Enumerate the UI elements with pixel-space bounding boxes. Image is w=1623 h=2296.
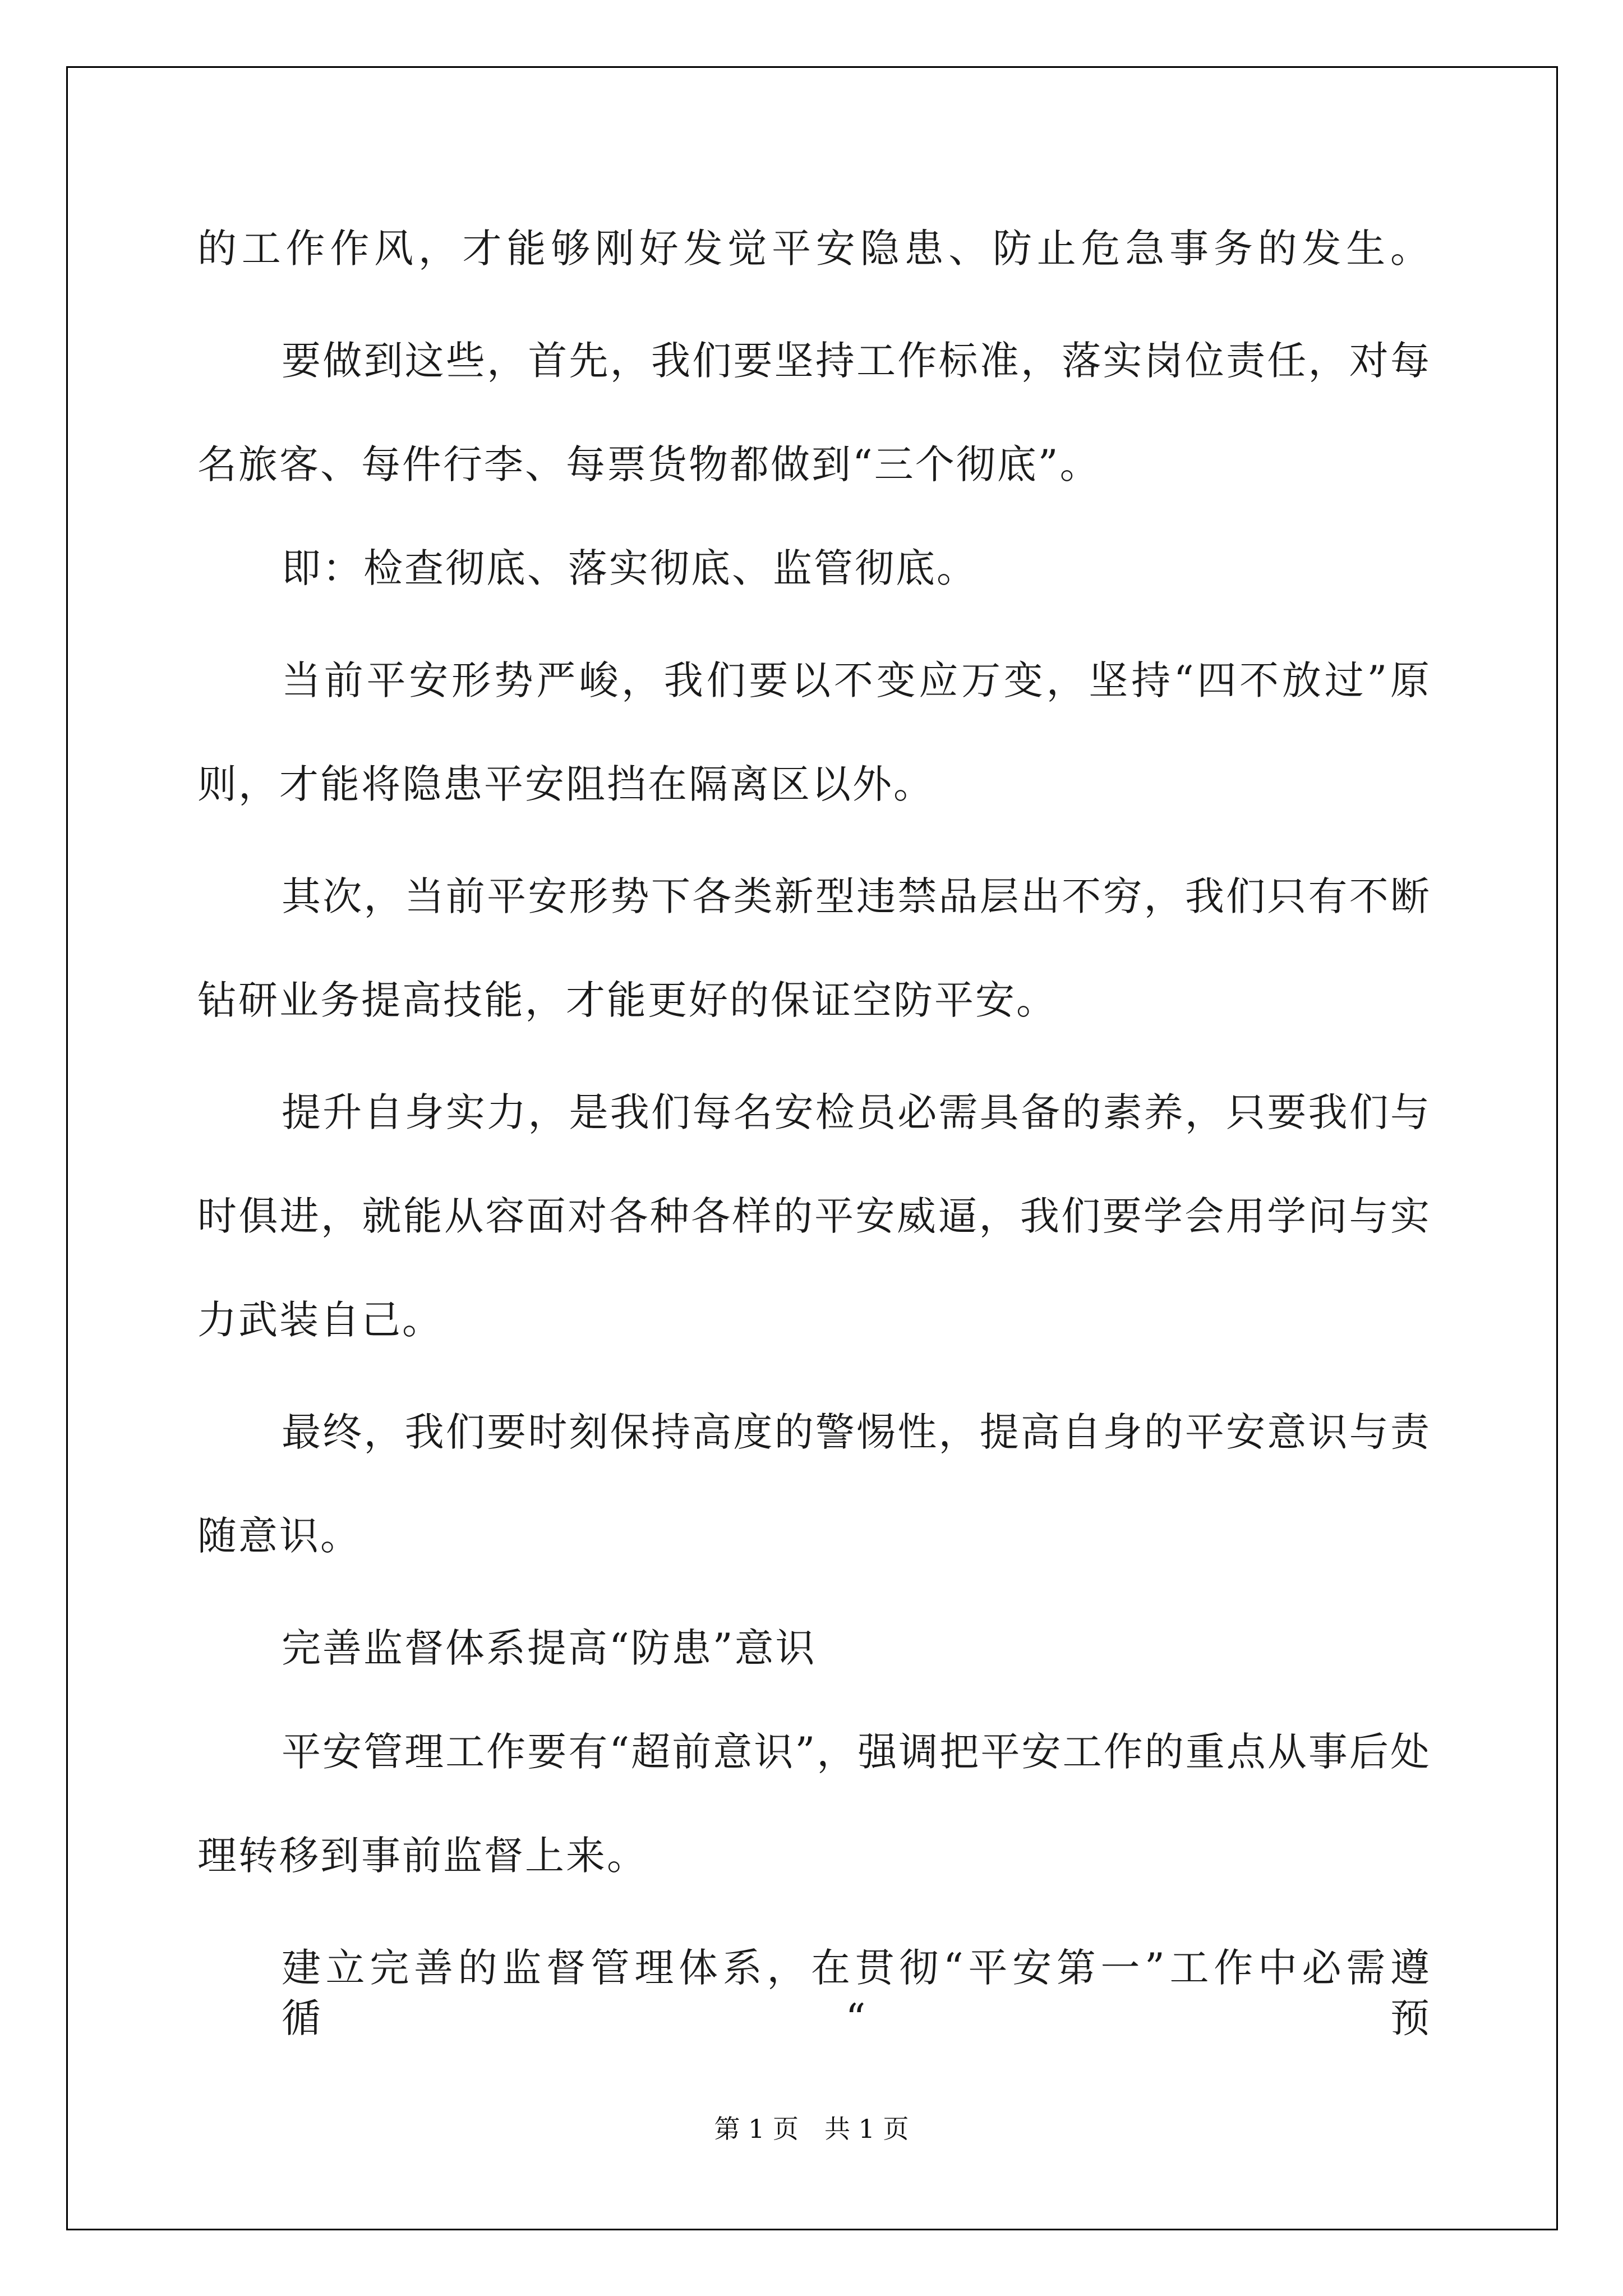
- text-line: 钻研业务提高技能，才能更好的保证空防平安。: [197, 977, 1057, 1023]
- section-heading: 完善监督体系提高“防患”意识: [282, 1625, 817, 1671]
- text-line: 时俱进，就能从容面对各种各样的平安威逼，我们要学会用学问与实: [197, 1193, 1431, 1239]
- text-line: 理转移到事前监督上来。: [197, 1833, 648, 1879]
- text-line: 其次，当前平安形势下各类新型违禁品层出不穷，我们只有不断: [282, 873, 1431, 919]
- text-line: 提升自身实力，是我们每名安检员必需具备的素养，只要我们与: [282, 1089, 1431, 1135]
- text-line: 的工作作风，才能够刚好发觉平安隐患、防止危急事务的发生。: [197, 226, 1431, 272]
- page-border: [66, 66, 1558, 2230]
- text-line: 即：检查彻底、落实彻底、监管彻底。: [282, 545, 978, 591]
- text-line: 力武装自己。: [197, 1297, 443, 1343]
- text-line: 名旅客、每件行李、每票货物都做到“三个彻底”。: [197, 441, 1101, 487]
- text-line: 最终，我们要时刻保持高度的警惕性，提高自身的平安意识与责: [282, 1409, 1431, 1455]
- text-line: 平安管理工作要有“超前意识”，强调把平安工作的重点从事后处: [282, 1729, 1431, 1775]
- text-line: 建立完善的监督管理体系，在贯彻“平安第一”工作中必需遵循“预: [282, 1945, 1431, 2041]
- text-line: 随意识。: [197, 1513, 361, 1559]
- text-line: 要做到这些，首先，我们要坚持工作标准，落实岗位责任，对每: [282, 338, 1431, 384]
- page-number: 第 1 页 共 1 页: [714, 2114, 909, 2144]
- text-line: 当前平安形势严峻，我们要以不变应万变，坚持“四不放过”原: [282, 657, 1431, 703]
- text-line: 则，才能将隐患平安阻挡在隔离区以外。: [197, 761, 934, 807]
